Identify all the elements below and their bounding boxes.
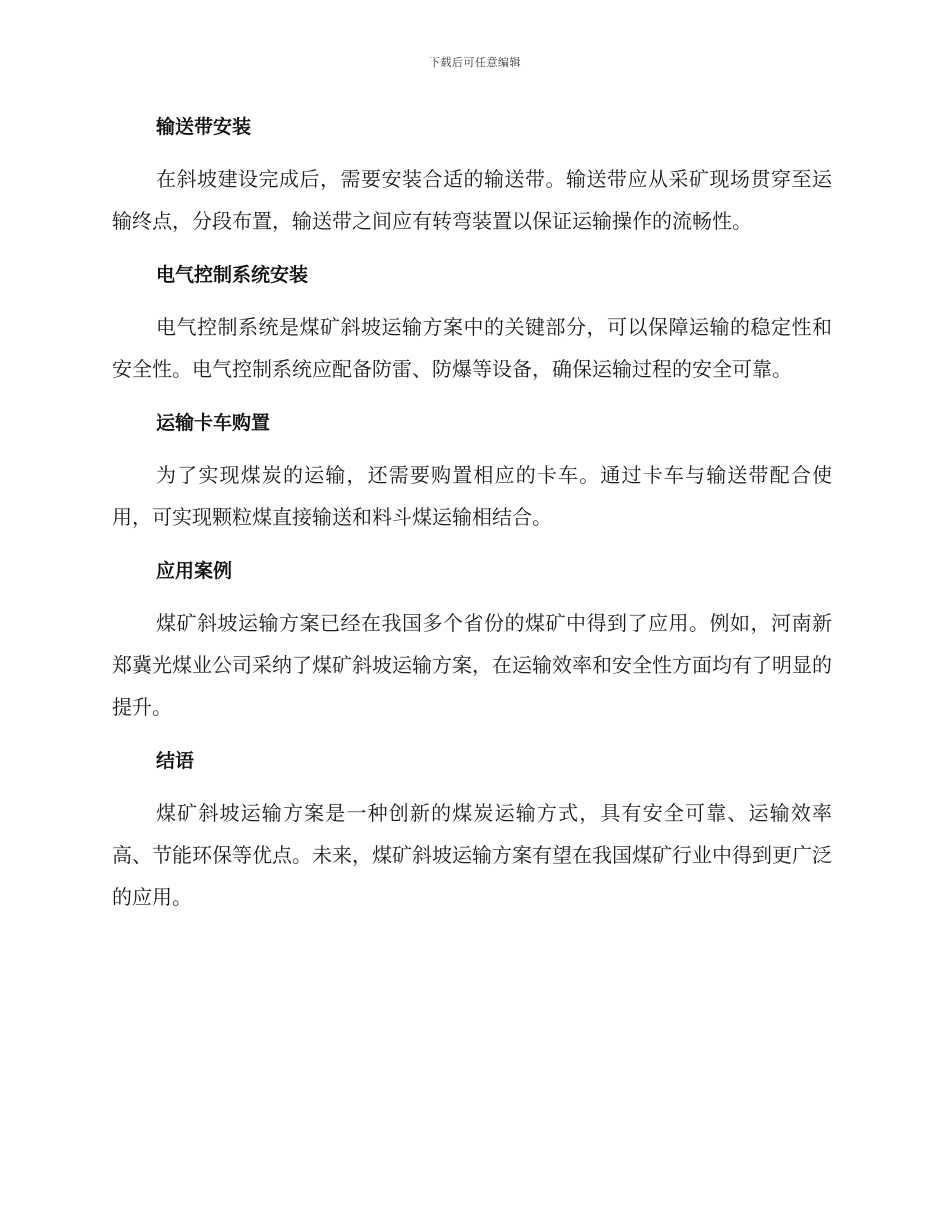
- section-paragraph: 电气控制系统是煤矿斜坡运输方案中的关键部分，可以保障运输的稳定性和安全性。电气控制系统应配备防雷、防爆等设备，确保运输过程的安全可靠。: [112, 315, 832, 381]
- page-header-note: 下载后可任意编辑: [429, 56, 521, 69]
- section-heading: 输送带安装: [156, 116, 252, 138]
- section-heading: 运输卡车购置: [156, 412, 271, 434]
- section-paragraph: 煤矿斜坡运输方案已经在我国多个省份的煤矿中得到了应用。例如，河南新郑冀光煤业公司采纳了煤矿斜坡运输方案，在运输效率和安全性方面均有了明显的提升。: [112, 611, 832, 719]
- section-paragraph: 在斜坡建设完成后，需要安装合适的输送带。输送带应从采矿现场贯穿至运输终点，分段布置，输送带之间应有转弯装置以保证运输操作的流畅性。: [112, 167, 832, 233]
- section-electrical-control: [112, 256, 832, 390]
- section-conclusion: [112, 742, 832, 918]
- section-paragraph: 为了实现煤炭的运输，还需要购置相应的卡车。通过卡车与输送带配合使用，可实现颗粒煤直接输送和料斗煤运输相结合。: [112, 463, 832, 529]
- section-heading: 结语: [156, 750, 195, 772]
- section-conveyor-installation: [112, 108, 832, 242]
- section-truck-purchase: [112, 404, 832, 538]
- section-paragraph: 煤矿斜坡运输方案是一种创新的煤炭运输方式，具有安全可靠、运输效率高、节能环保等优点。未来，煤矿斜坡运输方案有望在我国煤矿行业中得到更广泛的应用。: [112, 801, 832, 909]
- section-application-case: [112, 552, 832, 728]
- section-heading: 应用案例: [156, 560, 233, 582]
- document-body: [112, 108, 832, 932]
- section-heading: 电气控制系统安装: [156, 264, 309, 286]
